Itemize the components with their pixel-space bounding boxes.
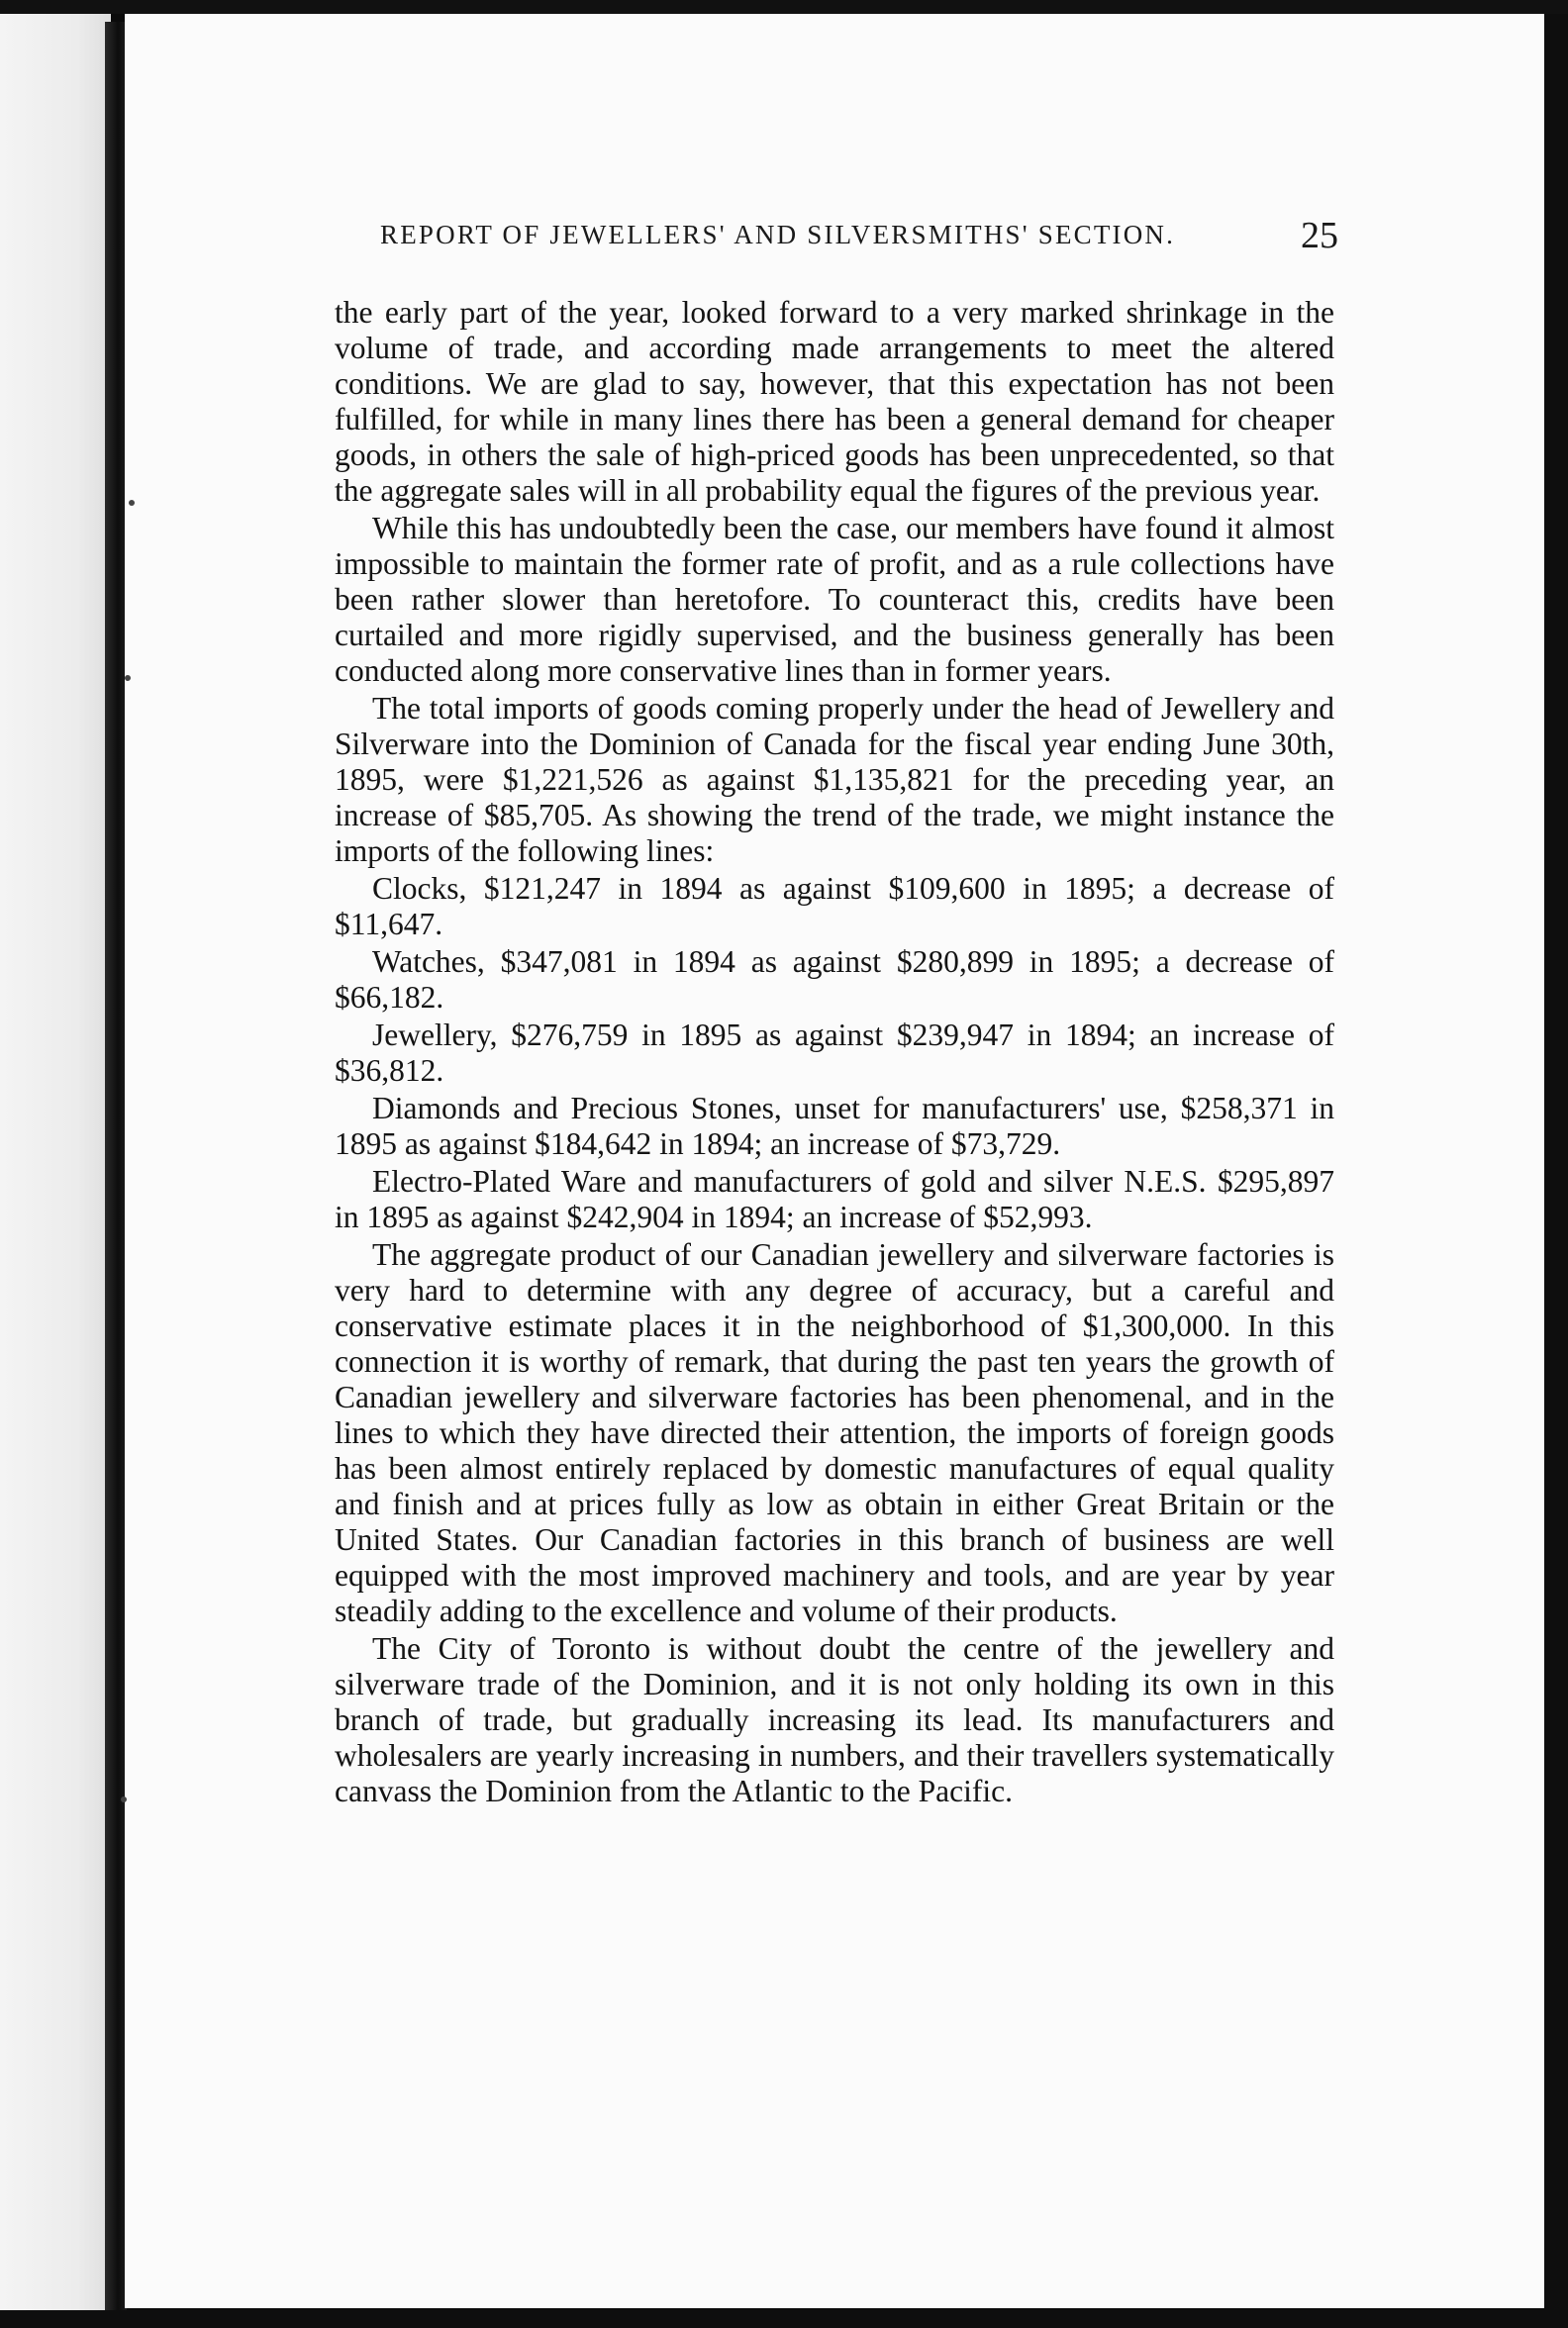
scan-right-border [1544, 14, 1568, 2310]
paragraph: Diamonds and Precious Stones, unset for manufacturers' use, $258,371 in 1895 as against $184,642 in 1894; an increase of $73,729. [335, 1091, 1334, 1161]
binding-speck [125, 675, 131, 681]
paragraph: The City of Toronto is without doubt the centre of the jewellery and silverware trade of the Dominion, and it is not only holding its own in this branch of trade, but gradually increasing its lead. Its manufacturers and wholesalers are yearly increasing in numbers, and their travellers systematically canvass the Dominion from the Atlantic to the Pacific. [335, 1631, 1334, 1808]
paragraph: Jewellery, $276,759 in 1895 as against $239,947 in 1894; an increase of $36,812. [335, 1018, 1334, 1088]
paragraph: Electro-Plated Ware and manufacturers of gold and silver N.E.S. $295,897 in 1895 as against $242,904 in 1894; an increase of $52,993. [335, 1164, 1334, 1234]
paragraph: The total imports of goods coming properly under the head of Jewellery and Silverware into the Dominion of Canada for the fiscal year ending June 30th, 1895, were $1,221,526 as against $1,135,821 for the preceding year, an increase of $85,705. As showing the trend of the trade, we might instance the imports of the following lines: [335, 691, 1334, 868]
binding-speck [129, 500, 135, 506]
paragraph: While this has undoubtedly been the case, our members have found it almost impossible to maintain the former rate of profit, and as a rule collections have been rather slower than heretofore. To counteract this, credits have been curtailed and more rigidly supervised, and the business generally has been conducted along more conservative lines than in former years. [335, 511, 1334, 688]
paragraph: The aggregate product of our Canadian jewellery and silverware factories is very hard to determine with any degree of accuracy, but a careful and conservative estimate places it in the neighborhood of $1,300,000. In this connection it is worthy of remark, that during the past ten years the growth of Canadian jewellery and silverware factories has been phenomenal, and in the lines to which they have directed their attention, the imports of foreign goods has been almost entirely replaced by domestic manufactures of equal quality and finish and at prices fully as low as obtain in either Great Britain or the United States. Our Canadian factories in this branch of business are well equipped with the most improved machinery and tools, and are year by year steadily adding to the excellence and volume of their products. [335, 1237, 1334, 1628]
page-number: 25 [1301, 215, 1338, 256]
scan-bottom-border [0, 2310, 1568, 2328]
page-header [380, 215, 1338, 263]
scan-top-border [0, 0, 1568, 14]
binding-speck [121, 1796, 127, 1802]
running-head: REPORT OF JEWELLERS' AND SILVERSMITHS' SECTION. [380, 220, 1176, 249]
body-text [335, 295, 1334, 1809]
paragraph: Clocks, $121,247 in 1894 as against $109,600 in 1895; a decrease of $11,647. [335, 871, 1334, 941]
paragraph: the early part of the year, looked forward to a very marked shrinkage in the volume of trade, and according made arrangements to meet the altered conditions. We are glad to say, however, that this expectation has not been fulfilled, for while in many lines there has been a general demand for cheaper goods, in others the sale of high-priced goods has been unprecedented, so that the aggregate sales will in all probability equal the figures of the previous year. [335, 295, 1334, 508]
book-gutter [105, 22, 127, 2314]
facing-page-edge [0, 14, 111, 2312]
paragraph: Watches, $347,081 in 1894 as against $280,899 in 1895; a decrease of $66,182. [335, 944, 1334, 1015]
